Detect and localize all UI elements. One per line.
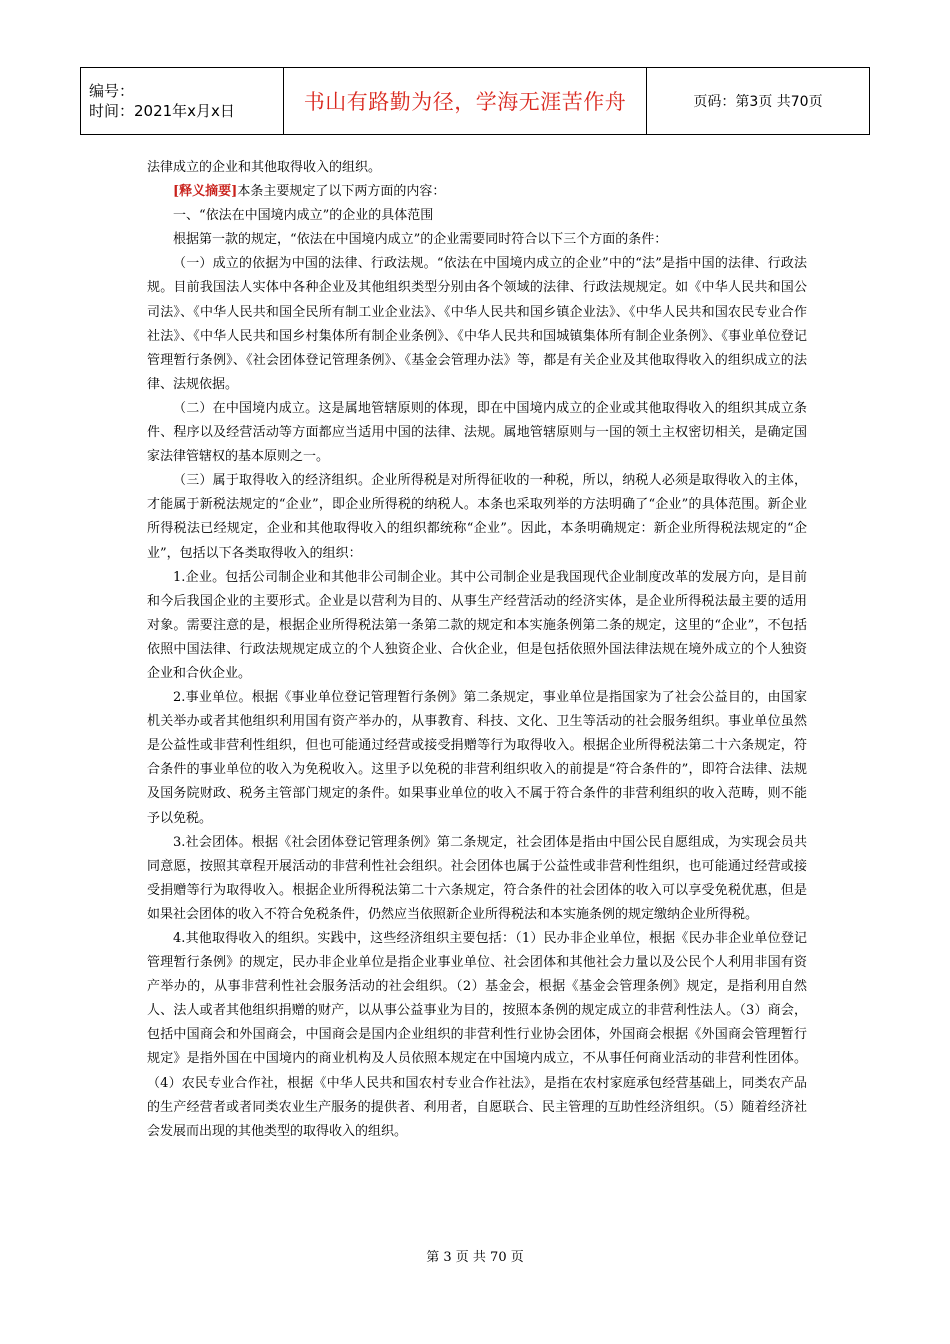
body-paragraph: 法律成立的企业和其他取得收入的组织。 <box>147 160 382 175</box>
note-text: 本条主要规定了以下两方面的内容： <box>237 184 446 200</box>
body-paragraph: （三）属于取得收入的经济组织。企业所得税是对所得征收的一种税，所以，纳税人必须是取得收入的主体，才能属于新税法规定的“企业”，即企业所得税的纳税人。本条也采取列举的方法明确了“企业”的具体范围。新企业所得税法已经规定，企业和其他取得收入的组织都统称“企业”。因此，本条明确规定：新企业所得税法规定的“企业”，包括以下各类取得收入的组织： <box>147 473 807 561</box>
body-paragraph: 根据第一款的规定，“依法在中国境内成立”的企业需要同时符合以下三个方面的条件： <box>173 232 668 248</box>
note-paragraph <box>147 180 807 204</box>
body-paragraph: 4.其他取得收入的组织。实践中，这些经济组织主要包括：（1）民办非企业单位，根据《民办非企业单位登记管理暂行条例》的规定，民办非企业单位是指企业事业单位、社会团体和其他社会力量以及公民个人利用非国有资产举办的，从事非营利性社会服务活动的社会组织。（2）基金会，根据《基金会管理条例》规定，是指利用自然人、法人或者其他组织捐赠的财产，以从事公益事业为目的，按照本条例的规定成立的非营利性法人。（3）商会，包括中国商会和外国商会，中国商会是国内企业组织的非营利性行业协会团体，外国商会根据《外国商会管理暂行规定》是指外国在中国境内的商业机构及人员依照本规定在中国境内成立，不从事任何商业活动的非营利性团体。（4）农民专业合作社，根据《中华人民共和国农村专业合作社法》，是指在农村家庭承包经营基础上，同类农产品的生产经营者或者同类农业生产服务的提供者、利用者，自愿联合、民主管理的互助性经济组织。（5）随着经济社会发展而出现的其他类型的取得收入的组织。 <box>147 931 807 1139</box>
document-date: 时间：2021年x月x日 <box>89 102 235 120</box>
body-paragraph: 3.社会团体。根据《社会团体登记管理条例》第二条规定，社会团体是指由中国公民自愿组成，为实现会员共同意愿，按照其章程开展活动的非营利性社会组织。社会团体也属于公益性或非营利性组织，也可能通过经营或接受捐赠等行为取得收入。根据企业所得税法第二十六条规定，符合条件的社会团体的收入可以享受免税优惠，但是如果社会团体的收入不符合免税条件，仍然应当依照新企业所得税法和本实施条例的规定缴纳企业所得税。 <box>147 834 807 922</box>
body-paragraph: （二）在中国境内成立。这是属地管辖原则的体现，即在中国境内成立的企业或其他取得收入的组织其成立条件、程序以及经营活动等方面都应当适用中国的法律、法规。属地管辖原则与一国的领土主权密切相关，是确定国家法律管辖权的基本原则之一。 <box>147 400 807 465</box>
page-header <box>80 67 870 135</box>
section-heading: 一、“依法在中国境内成立”的企业的具体范围 <box>173 208 434 224</box>
body-paragraph: （一）成立的依据为中国的法律、行政法规。“依法在中国境内成立的企业”中的“法”是指中国的法律、行政法规。目前我国法人实体中各种企业及其他组织类型分别由各个领域的法律、行政法规规定。如《中华人民共和国公司法》、《中华人民共和国全民所有制工业企业法》、《中华人民共和国乡镇企业法》、《中华人民共和国农民专业合作社法》、《中华人民共和国乡村集体所有制企业条例》、《中华人民共和国城镇集体所有制企业条例》、《事业单位登记管理暂行条例》、《社会团体登记管理条例》、《基金会管理办法》等，都是有关企业及其他取得收入的组织成立的法律、法规依据。 <box>147 256 807 392</box>
page-footer: 第 3 页 共 70 页 <box>426 1250 524 1265</box>
note-label: [释义摘要] <box>173 184 238 200</box>
document-body <box>147 156 807 1144</box>
body-paragraph: 1.企业。包括公司制企业和其他非公司制企业。其中公司制企业是我国现代企业制度改革的发展方向，是目前和今后我国企业的主要形式。企业是以营利为目的、从事生产经营活动的经济实体，是企业所得税法最主要的适用对象。需要注意的是，根据企业所得税法第一条第二款的规定和本实施条例第二条的规定，这里的“企业”，不包括依照中国法律、行政法规规定成立的个人独资企业、合伙企业，但是包括依照外国法律法规在境外成立的个人独资企业和合伙企业。 <box>147 569 807 681</box>
header-motto: 书山有路勤为径，学海无涯苦作舟 <box>284 68 647 135</box>
body-paragraph: 2.事业单位。根据《事业单位登记管理暂行条例》第二条规定，事业单位是指国家为了社会公益目的，由国家机关举办或者其他组织利用国有资产举办的，从事教育、科技、文化、卫生等活动的社会服务组织。事业单位虽然是公益性或非营利性组织，但也可能通过经营或接受捐赠等行为取得收入。根据企业所得税法第二十六条规定，符合条件的事业单位的收入为免税收入。这里予以免税的非营利组织收入的前提是“符合条件的”，即符合法律、法规及国务院财政、税务主管部门规定的条件。如果事业单位的收入不属于符合条件的非营利组织的收入范畴，则不能予以免税。 <box>147 690 807 826</box>
header-meta <box>81 68 284 135</box>
header-page-number: 页码：第3页 共70页 <box>647 68 870 135</box>
document-number-label: 编号： <box>89 82 135 100</box>
